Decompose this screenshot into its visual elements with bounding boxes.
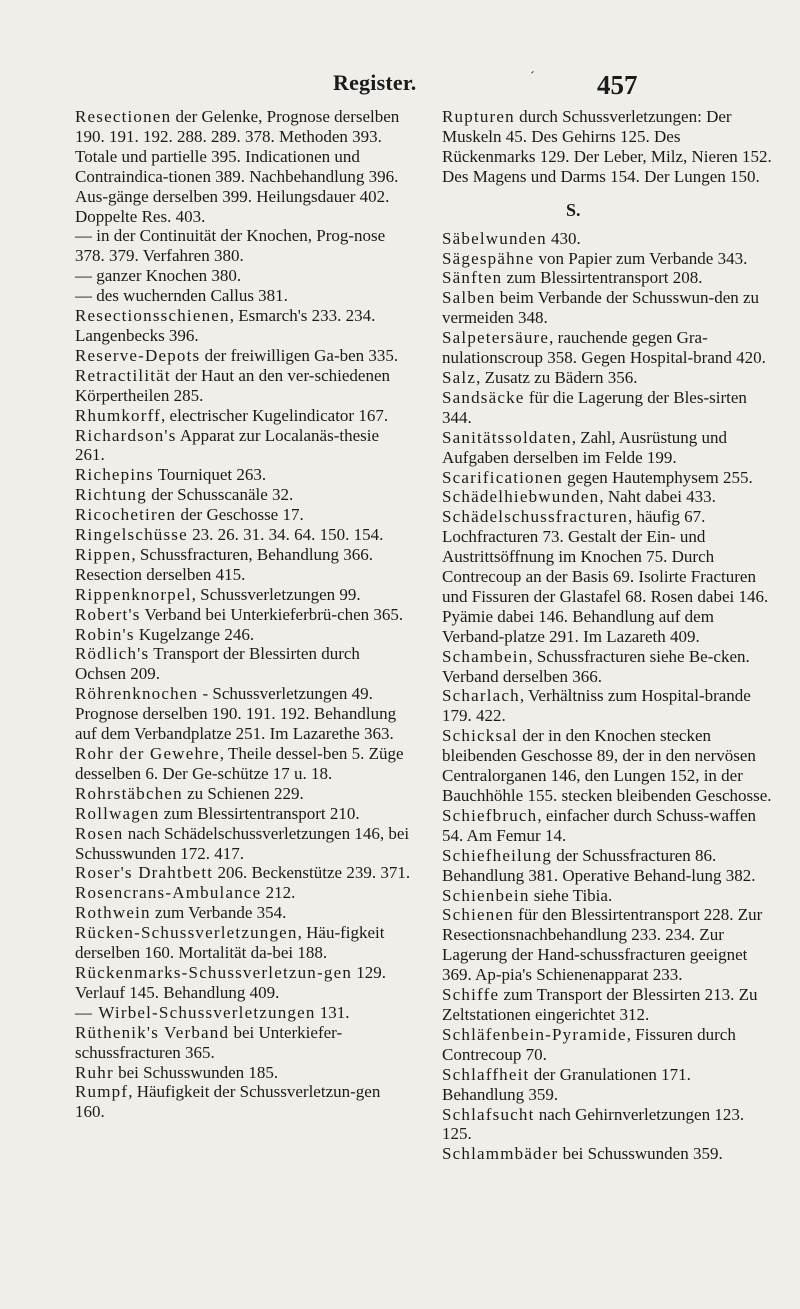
index-entry-headword: Schlammbäder: [442, 1144, 559, 1164]
index-entry-headword: Säbelwunden: [442, 228, 547, 248]
index-entry: [442, 726, 776, 806]
index-entry-headword: — Wirbel-Schussverletzungen: [75, 1002, 316, 1022]
index-section-r-continued: [442, 107, 776, 187]
index-entry-headword: Schädelschussfracturen: [442, 507, 628, 527]
index-entry: [75, 465, 411, 485]
index-entry-references: , Schussverletzungen 99.: [191, 584, 361, 604]
index-entry-references: , häufig 67. Lochfracturen 73. Gestalt der Ein- und Austrittsöffnung im Knochen 75. Durch Contrecoup an der Basis 69. Isolirte Fracturen und Fissuren der Glastafel 68. Rosen dabei 146. Pyämie dabei 146. Behandlung auf dem Verband-platze 291. Im Lazareth 409.: [442, 507, 769, 646]
index-entry-references: — ganzer Knochen 380.: [75, 266, 242, 286]
section-letter: S.: [566, 199, 581, 220]
index-entry: [442, 1025, 776, 1065]
index-entry-references: Kugelzange 246.: [134, 624, 255, 644]
index-entry: [442, 806, 776, 846]
index-entry: [75, 824, 411, 864]
index-entry-references: 131.: [315, 1002, 350, 1022]
index-entry-references: durch Schussverletzungen: Der Muskeln 45. Des Gehirns 125. Des Rückenmarks 129. Der Leber, Milz, Nieren 152. Des Magens und Darms 154. Der Lungen 150.: [442, 107, 772, 186]
index-entry: [75, 644, 411, 684]
index-entry-references: zu Schienen 229.: [182, 783, 304, 803]
index-entry-references: der Haut an den ver-schiedenen Körpertheilen 285.: [75, 365, 390, 405]
index-entry-headword: Richtung: [75, 485, 147, 505]
index-entry-references: 430.: [546, 228, 581, 248]
index-entry-references: — des wuchernden Callus 381.: [75, 286, 288, 306]
index-entry: [75, 744, 411, 784]
index-entry-references: gegen Hautemphysem 255.: [562, 467, 753, 487]
index-entry-references: der in den Knochen stecken bleibenden Geschosse 89, der in den nervösen Centralorganen 146, den Lungen 152, in der Bauchhöhle 155. stecken bleibenden Geschosse.: [442, 726, 772, 805]
index-entry-headword: Schambein: [442, 646, 529, 666]
index-entry-headword: Rippen: [75, 544, 132, 564]
index-entry: [442, 388, 776, 428]
index-entry-references: , Zusatz zu Bädern 356.: [476, 367, 638, 387]
index-entry: [75, 505, 411, 525]
index-entry: [75, 286, 411, 306]
index-entry-references: , Theile dessel-ben 5. Züge desselben 6. Der Ge-schütze 17 u. 18.: [75, 744, 404, 783]
index-entry-references: , Häufigkeit der Schussverletzun-gen 160.: [75, 1082, 381, 1122]
index-entry-references: der Gelenke, Prognose derselben 190. 191. 192. 288. 289. 378. Methoden 393. Totale und partielle 395. Indicationen und Contraindica-tionen 389. Nachbehandlung 396. Aus-gänge derselben 399. Heilungsdauer 402. Doppelte Res. 403.: [75, 107, 400, 226]
index-entry-references: der Schusscanäle 32.: [146, 485, 294, 505]
index-entry: [75, 366, 411, 406]
index-entry: [75, 923, 411, 963]
index-entry-headword: Rupturen: [442, 107, 515, 126]
index-entry-references: , Verhältniss zum Hospital-brande 179. 422.: [442, 686, 751, 726]
index-entry-headword: Ricochetiren: [75, 505, 177, 525]
index-entry-headword: Rückenmarks-Schussverletzun-gen: [75, 962, 353, 982]
index-entry: [442, 1144, 776, 1164]
index-entry-references: zum Verbande 354.: [150, 903, 287, 923]
index-entry: [75, 226, 411, 266]
index-entry-headword: Schiefbruch: [442, 805, 538, 825]
index-entry-headword: Schlafsucht: [442, 1104, 535, 1124]
index-entry-headword: Roser's Drahtbett: [75, 863, 214, 883]
page-header: [0, 64, 800, 104]
index-entry-references: 129. Verlauf 145. Behandlung 409.: [75, 962, 387, 1002]
page-number: 457: [597, 70, 638, 100]
index-entry-headword: Resectionsschienen: [75, 306, 230, 326]
index-entry-headword: Resectionen: [75, 107, 172, 126]
index-entry-references: der Granulationen 171. Behandlung 359.: [442, 1064, 691, 1104]
index-entry-references: — in der Continuität der Knochen, Prog-nose 378. 379. Verfahren 380.: [75, 226, 386, 266]
index-entry-headword: Rothwein: [75, 903, 151, 923]
index-entry-references: Apparat zur Localanäs-thesie 261.: [75, 425, 380, 465]
index-entry-references: 23. 26. 31. 34. 64. 150. 154.: [187, 525, 384, 545]
index-entry-headword: Rhumkorff: [75, 405, 162, 425]
index-entry: [75, 1063, 411, 1083]
index-entry: [75, 804, 411, 824]
index-entry-references: - Schussverletzungen 49. Prognose derselben 190. 191. 192. Behandlung auf dem Verbandplatze 251. Im Lazarethe 363.: [75, 684, 397, 744]
index-entry-references: , einfacher durch Schuss-waffen 54. Am Femur 14.: [442, 805, 757, 845]
index-entry-headword: Rosen: [75, 823, 124, 843]
index-entry: [442, 288, 776, 328]
index-entry-headword: Salben: [442, 288, 496, 308]
index-entry-references: Tourniquet 263.: [153, 465, 267, 485]
index-entry-references: , Häu-figkeit derselben 160. Mortalität da-bei 188.: [75, 923, 385, 963]
index-column-right: [442, 107, 776, 1164]
index-entry: [75, 306, 411, 346]
index-entry-headword: Sänften: [442, 268, 503, 288]
index-entry: [75, 903, 411, 923]
index-entry-headword: Schläfenbein-Pyramide: [442, 1024, 627, 1044]
index-section-s: [442, 229, 776, 1165]
index-entry: [75, 525, 411, 545]
index-entry: [442, 846, 776, 886]
index-entry-references: , Zahl, Ausrüstung und Aufgaben derselben im Felde 199.: [442, 427, 728, 467]
index-entry-references: , Fissuren durch Contrecoup 70.: [442, 1024, 736, 1064]
index-entry-headword: Röhrenknochen: [75, 684, 199, 704]
index-entry: [75, 426, 411, 466]
index-entry: [442, 268, 776, 288]
index-entry-headword: Sanitätssoldaten: [442, 427, 572, 447]
index-entry-references: zum Transport der Blessirten 213. Zu Zeltstationen eingerichtet 312.: [442, 985, 758, 1024]
index-entry-references: zum Blessirtentransport 208.: [502, 268, 703, 288]
index-entry-references: , Naht dabei 433.: [599, 487, 716, 507]
index-entry-headword: Schiffe: [442, 985, 500, 1005]
index-entry: [442, 249, 776, 269]
index-entry-headword: Ringelschüsse: [75, 525, 188, 545]
index-entry-references: für den Blessirtentransport 228. Zur Resectionsnachbehandlung 233. 234. Zur Lagerung der Hand-schussfracturen geeignet 369. Ap-pia's Schienenapparat 233.: [442, 905, 763, 985]
index-entry: [75, 545, 411, 585]
index-entry: [442, 107, 776, 187]
index-entry-references: der Schussfracturen 86. Behandlung 381. Operative Behand-lung 382.: [442, 845, 756, 885]
index-entry: [75, 346, 411, 366]
index-entry-references: 206. Beckenstütze 239. 371.: [213, 863, 411, 883]
index-entry-headword: Rohr der Gewehre: [75, 744, 220, 763]
index-entry-headword: Richardson's: [75, 425, 177, 445]
index-entry: [75, 684, 411, 744]
index-entry-headword: Salpetersäure: [442, 328, 550, 348]
index-entry-headword: Sägespähne: [442, 248, 535, 268]
index-entry-headword: Schicksal: [442, 726, 518, 746]
index-entry: [442, 468, 776, 488]
index-entry-headword: Salz: [442, 367, 477, 387]
index-entry: [442, 229, 776, 249]
index-entry-headword: Rödlich's: [75, 644, 150, 664]
index-entry: [442, 1105, 776, 1145]
index-entry-headword: Rüthenik's Verband: [75, 1022, 230, 1042]
index-entry-references: , rauchende gegen Gra-nulationscroup 358. Gegen Hospital-brand 420.: [442, 328, 766, 368]
index-entry-references: beim Verbande der Schusswun-den zu vermeiden 348.: [442, 288, 760, 328]
index-entry-headword: Ruhr: [75, 1062, 114, 1082]
index-entry-headword: Robin's: [75, 624, 135, 644]
index-entry: [442, 647, 776, 687]
running-title: Register.: [333, 70, 417, 95]
index-entry: [442, 886, 776, 906]
index-column-left: [75, 107, 411, 1122]
index-entry-headword: Sandsäcke: [442, 387, 525, 407]
index-entry: [442, 985, 776, 1025]
index-entry-references: 212.: [261, 883, 296, 903]
index-entry-references: bei Schusswunden 185.: [113, 1062, 279, 1082]
index-entry-references: der freiwilligen Ga-ben 335.: [200, 345, 399, 365]
index-entry-references: für die Lagerung der Bles-sirten 344.: [442, 387, 747, 427]
index-entry-references: zum Blessirtentransport 210.: [159, 803, 360, 823]
index-entry-references: bei Schusswunden 359.: [558, 1144, 723, 1164]
index-entry-headword: Rosencrans-Ambulance: [75, 883, 262, 903]
index-entry-headword: Schiefheilung: [442, 845, 553, 865]
index-entry-headword: Rollwagen: [75, 803, 160, 823]
index-entry: [75, 963, 411, 1003]
index-entry: [75, 863, 411, 883]
index-entry-references: siehe Tibia.: [529, 885, 613, 905]
index-entry: [442, 368, 776, 388]
index-entry: [75, 1003, 411, 1023]
index-entry-references: nach Schädelschussverletzungen 146, bei Schusswunden 172. 417.: [75, 823, 410, 863]
index-entry-headword: Reserve-Depots: [75, 345, 201, 365]
index-entry-headword: Schienen: [442, 905, 514, 925]
index-entry: [75, 625, 411, 645]
index-entry-references: Transport der Blessirten durch Ochsen 209.: [75, 644, 360, 684]
index-entry-headword: Retractilität: [75, 365, 171, 385]
index-entry-references: , Esmarch's 233. 234. Langenbecks 396.: [75, 306, 376, 345]
index-entry-headword: Rücken-Schussverletzungen: [75, 923, 298, 943]
index-entry: [75, 1023, 411, 1063]
index-entry: [75, 605, 411, 625]
index-entry-headword: Scharlach: [442, 686, 520, 706]
print-mark: ´: [530, 70, 535, 85]
index-entry: [75, 585, 411, 605]
index-entry: [75, 485, 411, 505]
index-entry: [442, 507, 776, 646]
index-entry-references: , electrischer Kugelindicator 167.: [161, 405, 389, 425]
index-entry-headword: Rippenknorpel: [75, 584, 192, 604]
index-entry-references: von Papier zum Verbande 343.: [534, 248, 748, 268]
index-entry-headword: Rumpf: [75, 1082, 129, 1102]
index-entry-headword: Robert's: [75, 604, 141, 624]
index-entry: [442, 328, 776, 368]
index-entry-headword: Schädelhiebwunden: [442, 487, 600, 507]
index-entry-references: , Schussfracturen siehe Be-cken. Verband derselben 366.: [442, 646, 750, 686]
index-entry-references: nach Gehirnverletzungen 123. 125.: [442, 1104, 745, 1144]
index-entry: [75, 883, 411, 903]
index-entry-headword: Scarificationen: [442, 467, 563, 487]
index-entry-references: Verband bei Unterkieferbrü-chen 365.: [140, 604, 404, 624]
index-entry: [75, 1082, 411, 1122]
index-entry: [75, 406, 411, 426]
index-entry: [442, 428, 776, 468]
index-entry: [442, 487, 776, 507]
index-entry-headword: Richepins: [75, 465, 154, 485]
index-entry-headword: Schlaffheit: [442, 1064, 530, 1084]
index-entry-references: der Geschosse 17.: [176, 505, 304, 525]
index-entry-references: bei Unterkiefer-schussfracturen 365.: [75, 1022, 343, 1062]
index-entry: [442, 905, 776, 985]
index-entry: [75, 784, 411, 804]
index-entry: [442, 1065, 776, 1105]
index-entry-headword: Rohrstäbchen: [75, 783, 183, 803]
index-entry: [75, 266, 411, 286]
index-entry-headword: Schienbein: [442, 885, 530, 905]
index-entry: [75, 107, 411, 226]
index-entry: [442, 686, 776, 726]
index-entry-references: , Schussfracturen, Behandlung 366. Resection derselben 415.: [75, 544, 374, 584]
